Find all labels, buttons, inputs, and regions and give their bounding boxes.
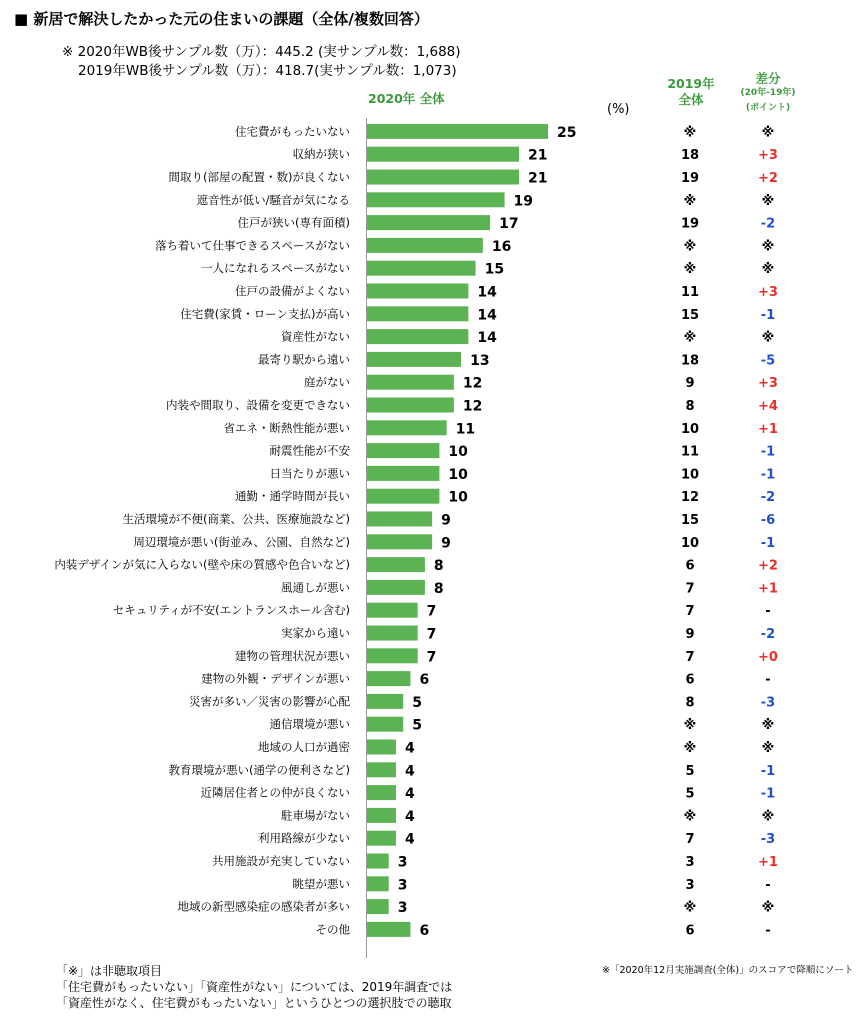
bar — [367, 922, 410, 937]
diff-value: +3 — [758, 285, 778, 300]
value-2019: ※ — [683, 718, 697, 734]
bar — [367, 740, 396, 755]
bar-value-label: 17 — [499, 216, 519, 233]
bar-value-label: 10 — [448, 444, 468, 461]
bar-value-label: 8 — [433, 580, 444, 597]
diff-value: - — [765, 604, 771, 620]
category-label: 一人になれるスペースがない — [201, 261, 350, 276]
bar-value-label: 4 — [404, 763, 415, 780]
bar-value-label: 25 — [557, 124, 577, 141]
value-2019: 3 — [685, 855, 695, 870]
diff-value: - — [765, 672, 771, 688]
category-label: 耐震性能が不安 — [269, 443, 350, 458]
value-2019: ※ — [683, 741, 697, 756]
category-label: 生活環境が不便(商業、公共、医療施設など) — [122, 512, 350, 526]
category-label: セキュリティが不安(エントランスホール含む) — [112, 603, 350, 618]
column-diff-header-sub2: (ポイント) — [745, 103, 791, 113]
bar-value-label: 16 — [491, 238, 512, 255]
category-label: 風通しが悪い — [281, 580, 350, 595]
diff-value: -6 — [760, 513, 776, 528]
diff-value: +3 — [758, 148, 778, 164]
diff-value: -1 — [760, 307, 776, 323]
bar-value-label: 13 — [470, 352, 490, 369]
diff-value: ※ — [761, 193, 775, 209]
category-label: 周辺環境が悪い(街並み、公園、自然など) — [133, 534, 350, 549]
column-2019-header-line2: 全体 — [678, 92, 704, 107]
bar-value-label: 10 — [448, 466, 468, 483]
category-label: 省エネ・断熱性能が悪い — [223, 420, 350, 435]
diff-value: ※ — [761, 809, 775, 825]
column-diff-header-sub1: (20年-19年) — [740, 88, 796, 98]
diff-value: +1 — [758, 855, 778, 870]
diff-value: -3 — [760, 695, 776, 711]
category-label: 災害が多い／災害の影響が心配 — [189, 694, 350, 709]
category-label: 地域の人口が過密 — [258, 740, 350, 754]
bar-value-label: 14 — [477, 307, 497, 324]
value-2019: 10 — [680, 467, 700, 483]
diff-value: ※ — [761, 330, 775, 346]
category-label: 住戸の設備がよくない — [235, 284, 350, 298]
bar-value-label: 21 — [528, 170, 548, 187]
bar-value-label: 21 — [528, 147, 548, 164]
bar-value-label: 12 — [462, 375, 483, 392]
diff-value: ※ — [761, 718, 775, 734]
value-2019: 18 — [680, 148, 700, 164]
bar — [367, 534, 432, 549]
diff-value: ※ — [761, 262, 775, 278]
bar — [367, 580, 425, 595]
bar-value-label: 15 — [484, 261, 505, 278]
category-label: 収納が狭い — [292, 147, 350, 162]
diff-value: +1 — [758, 421, 778, 437]
bar-value-label: 3 — [397, 877, 408, 894]
bar-value-label: 14 — [477, 330, 497, 347]
bar — [367, 192, 505, 207]
value-2019: ※ — [683, 193, 697, 209]
bar — [367, 170, 519, 185]
bar — [367, 694, 403, 709]
bar — [367, 147, 519, 162]
bar-value-label: 12 — [462, 398, 483, 415]
bar-value-label: 7 — [426, 626, 437, 643]
footnote-line2: 「住宅費がもったいない」「資産性がない」については、2019年調査では — [56, 980, 453, 994]
bar-value-label: 6 — [419, 922, 430, 939]
diff-value: -5 — [760, 353, 776, 369]
value-2019: ※ — [683, 239, 697, 255]
bar — [367, 489, 439, 504]
value-2019: 6 — [685, 558, 695, 574]
value-2019: 19 — [680, 216, 700, 232]
category-label: 眺望が悪い — [292, 876, 350, 891]
bar — [367, 854, 389, 869]
diff-value: - — [765, 877, 771, 893]
bar — [367, 352, 461, 367]
page-title: ■ 新居で解決したかった元の住まいの課題（全体/複数回答） — [14, 10, 429, 28]
diff-value: ※ — [761, 741, 775, 756]
bar-value-label: 4 — [404, 786, 415, 803]
bar — [367, 808, 396, 823]
bar-series-header: 2020年 全体 — [368, 91, 445, 106]
category-label: 間取り(部屋の配置・数)が良くない — [168, 170, 350, 184]
sample-note-2019: 2019年WB後サンプル数（万）：418.7(実サンプル数：1,073) — [78, 63, 457, 79]
category-label: 共用施設が充実していない — [212, 854, 350, 868]
diff-value: +4 — [758, 399, 778, 414]
value-2019: 8 — [685, 399, 695, 414]
category-label: 通信環境が悪い — [269, 717, 350, 732]
bar — [367, 284, 468, 299]
value-2019: 6 — [685, 672, 695, 688]
bar — [367, 215, 490, 230]
bar-value-label: 9 — [441, 535, 451, 552]
value-2019: 19 — [680, 171, 700, 186]
footnote-line1: 「※」は非聴取項目 — [56, 964, 163, 978]
diff-value: -1 — [760, 786, 776, 802]
bar — [367, 648, 418, 663]
diff-value: -1 — [760, 467, 776, 483]
diff-value: -2 — [760, 490, 776, 506]
category-label: 建物の外観・デザインが悪い — [201, 671, 350, 686]
value-2019: 18 — [680, 353, 700, 369]
bar — [367, 443, 439, 458]
bar-value-label: 11 — [455, 421, 476, 438]
value-2019: 3 — [685, 877, 695, 893]
category-label: 通勤・通学時間が長い — [235, 489, 350, 504]
value-2019: 10 — [680, 535, 700, 551]
category-label: 利用路線が少ない — [258, 831, 350, 846]
bar — [367, 512, 432, 527]
diff-value: +2 — [758, 558, 778, 574]
diff-value: -1 — [760, 763, 776, 779]
bar-value-label: 5 — [412, 717, 422, 734]
value-2019: ※ — [683, 900, 697, 916]
diff-value: +0 — [758, 649, 778, 665]
value-2019: 7 — [685, 604, 695, 620]
category-label: 資産性がない — [281, 329, 350, 344]
bar — [367, 626, 418, 641]
value-2019: 5 — [685, 763, 695, 779]
bar-value-label: 4 — [404, 831, 415, 848]
diff-value: -1 — [760, 444, 776, 460]
category-label: 住宅費(家賃・ローン支払)が高い — [180, 306, 350, 321]
value-2019: ※ — [683, 330, 697, 346]
diff-value: -2 — [760, 627, 776, 642]
bar-value-label: 19 — [513, 193, 534, 210]
category-label: 内装デザインが気に入らない(壁や床の質感や色合いなど) — [54, 557, 350, 572]
value-2019: 11 — [680, 285, 700, 300]
bar-value-label: 3 — [397, 854, 408, 871]
bar — [367, 876, 389, 891]
value-2019: ※ — [683, 809, 697, 825]
diff-value: - — [765, 923, 771, 939]
percent-unit-label: (%) — [607, 102, 630, 117]
value-2019: 15 — [680, 307, 700, 323]
diff-value: ※ — [761, 239, 775, 255]
bar-value-label: 6 — [419, 672, 430, 689]
bar — [367, 899, 389, 914]
bar — [367, 717, 403, 732]
bar-value-label: 4 — [404, 740, 415, 757]
bar-value-label: 3 — [397, 900, 408, 917]
diff-value: -2 — [760, 216, 776, 232]
value-2019: 9 — [685, 376, 695, 392]
bar — [367, 762, 396, 777]
diff-value: +3 — [758, 376, 778, 392]
diff-value: +1 — [758, 581, 778, 597]
category-label: 住戸が狭い(専有面積) — [237, 215, 350, 230]
bar — [367, 238, 483, 253]
bar — [367, 375, 454, 390]
bar — [367, 261, 476, 276]
category-label: 建物の管理状況が悪い — [235, 648, 350, 663]
value-2019: 9 — [685, 627, 695, 642]
footnote-line3: 「資産性がなく、住宅費がもったいない」というひとつの選択肢での聴取 — [56, 996, 452, 1010]
value-2019: 10 — [680, 421, 700, 437]
bar-value-label: 4 — [404, 808, 415, 825]
value-2019: 7 — [685, 649, 695, 665]
category-label: 庭がない — [304, 375, 350, 390]
bar — [367, 557, 425, 572]
diff-value: -1 — [760, 535, 776, 551]
column-diff-header-main: 差分 — [755, 71, 781, 86]
diff-value: ※ — [761, 125, 775, 141]
category-label: 日当たりが悪い — [269, 466, 350, 481]
bar — [367, 466, 439, 481]
value-2019: 5 — [685, 786, 695, 802]
bar — [367, 306, 468, 321]
bar — [367, 398, 454, 413]
category-label: 落ち着いて仕事できるスペースがない — [155, 238, 350, 253]
category-label: 駐車場がない — [281, 808, 350, 823]
bar-value-label: 14 — [477, 284, 497, 301]
category-label: 近隣居住者との仲が良くない — [200, 785, 350, 800]
category-label: 最寄り駅から遠い — [258, 352, 350, 367]
value-2019: 7 — [685, 832, 695, 848]
value-2019: 12 — [680, 490, 700, 506]
bar-value-label: 9 — [441, 512, 451, 529]
sample-note-2020: ※ 2020年WB後サンプル数（万）：445.2 (実サンプル数：1,688) — [62, 44, 461, 60]
bar — [367, 671, 410, 686]
diff-value: +2 — [758, 171, 778, 186]
category-label: 実家から遠い — [281, 626, 350, 640]
bar-value-label: 7 — [426, 603, 437, 620]
column-2019-header-line1: 2019年 — [667, 76, 715, 91]
sort-note: ※「2020年12月実施調査(全体)」のスコアで降順にソート — [602, 965, 854, 976]
category-label: 教育環境が悪い(通学の便利さなど) — [168, 762, 350, 777]
category-label: 内装や間取り、設備を変更できない — [166, 398, 350, 412]
value-2019: 8 — [685, 695, 695, 711]
value-2019: ※ — [683, 125, 697, 141]
bar — [367, 603, 418, 618]
diff-value: -3 — [760, 832, 776, 848]
category-label: その他 — [315, 922, 350, 937]
bar — [367, 329, 468, 344]
bar — [367, 124, 548, 139]
bar-value-label: 7 — [426, 649, 437, 666]
bar — [367, 420, 447, 435]
value-2019: 6 — [685, 923, 695, 939]
bar — [367, 785, 396, 800]
value-2019: ※ — [683, 262, 697, 278]
value-2019: 15 — [680, 513, 700, 528]
diff-value: ※ — [761, 900, 775, 916]
bar-value-label: 10 — [448, 489, 468, 506]
category-label: 遮音性が低い/騒音が気になる — [196, 192, 350, 207]
value-2019: 7 — [685, 581, 695, 597]
category-label: 住宅費がもったいない — [235, 124, 350, 139]
bar-value-label: 5 — [412, 694, 422, 711]
value-2019: 11 — [680, 444, 700, 460]
bar-value-label: 8 — [433, 558, 444, 575]
bar — [367, 831, 396, 846]
category-label: 地域の新型感染症の感染者が多い — [177, 899, 350, 914]
